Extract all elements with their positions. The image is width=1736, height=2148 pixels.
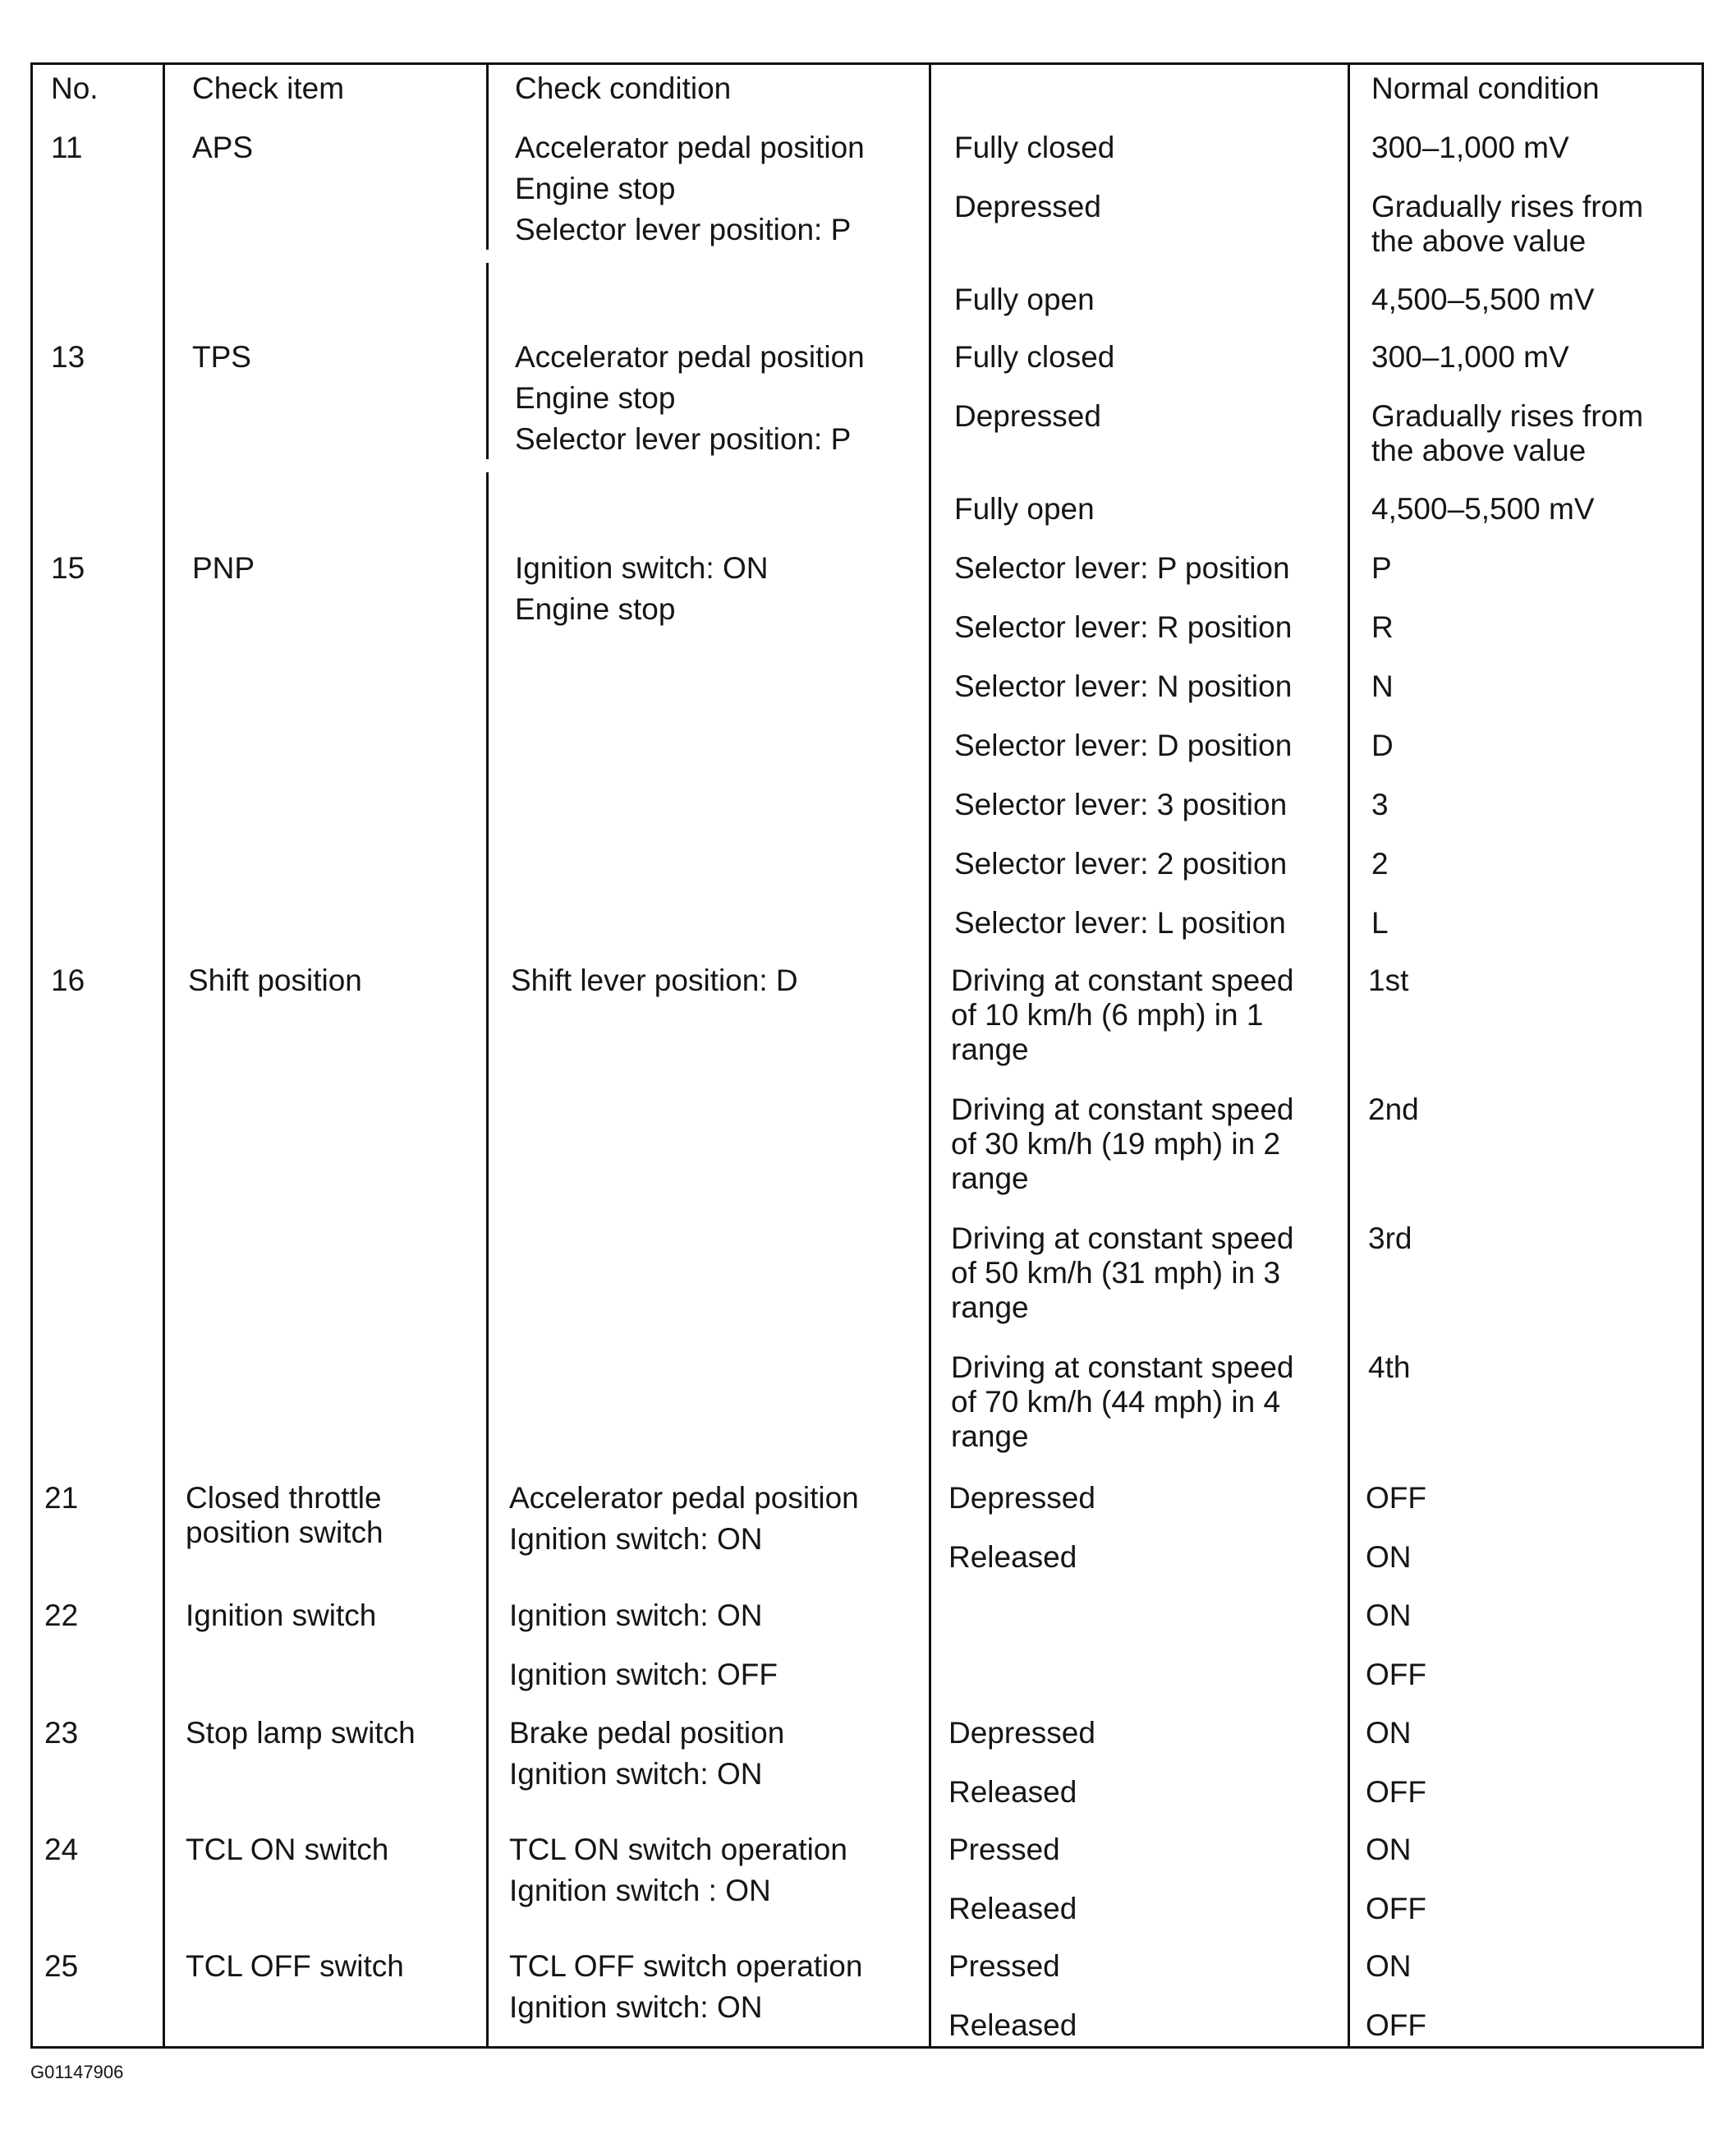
check-condition: Brake pedal position [509,1716,785,1750]
condition-detail: Selector lever: N position [954,669,1293,703]
normal-condition: 4th [1368,1350,1411,1384]
condition-detail: range [951,1290,1029,1324]
row-no: 23 [44,1716,79,1750]
check-item: TCL OFF switch [186,1949,404,1983]
condition-detail: of 30 km/h (19 mph) in 2 [951,1127,1281,1161]
condition-detail: Pressed [948,1949,1060,1983]
check-item: position switch [186,1516,383,1549]
row-no: 24 [44,1833,79,1866]
normal-condition: the above value [1371,434,1587,467]
column-divider [1348,65,1350,2046]
condition-detail: Fully closed [954,340,1115,374]
normal-condition: 4,500–5,500 mV [1371,283,1595,316]
condition-detail: Driving at constant speed [951,964,1294,997]
normal-condition: 4,500–5,500 mV [1371,492,1595,526]
check-item: Shift position [188,964,362,997]
check-condition: Ignition switch : ON [509,1874,771,1907]
normal-condition: 2nd [1368,1092,1419,1126]
check-condition: Engine stop [515,381,676,415]
normal-condition: OFF [1366,1658,1426,1691]
condition-detail: range [951,1419,1029,1453]
condition-detail: Depressed [948,1716,1095,1750]
check-condition: Accelerator pedal position [515,131,865,164]
column-divider [929,65,931,2046]
row-no: 25 [44,1949,79,1983]
condition-detail: Pressed [948,1833,1060,1866]
condition-detail: range [951,1161,1029,1195]
check-item: PNP [192,551,255,585]
header-no: No. [51,71,99,105]
check-table [30,62,1704,2049]
condition-detail: of 50 km/h (31 mph) in 3 [951,1256,1281,1290]
condition-detail: Selector lever: D position [954,729,1293,762]
normal-condition: 1st [1368,964,1409,997]
row-no: 11 [51,131,83,164]
normal-condition: 2 [1371,847,1389,881]
check-item: TPS [192,340,251,374]
normal-condition: D [1371,729,1394,762]
check-condition: TCL ON switch operation [509,1833,847,1866]
check-item: APS [192,131,254,164]
column-divider [163,65,165,2046]
normal-condition: ON [1366,1716,1412,1750]
normal-condition: OFF [1366,1481,1426,1515]
condition-detail: Driving at constant speed [951,1092,1294,1126]
condition-detail: Depressed [954,399,1101,433]
row-no: 13 [51,340,85,374]
check-condition: Accelerator pedal position [509,1481,859,1515]
header-check-condition: Check condition [515,71,732,105]
row-no: 21 [44,1481,79,1515]
condition-detail: Depressed [954,190,1101,223]
row-no: 16 [51,964,85,997]
row-no: 15 [51,551,85,585]
check-condition: Ignition switch: ON [515,551,769,585]
normal-condition: R [1371,610,1394,644]
condition-detail: Selector lever: R position [954,610,1293,644]
row-no: 22 [44,1598,79,1632]
check-condition: Selector lever position: P [515,213,852,246]
condition-detail: of 10 km/h (6 mph) in 1 [951,998,1264,1032]
check-item: Ignition switch [186,1598,377,1632]
condition-detail: Selector lever: 2 position [954,847,1288,881]
normal-condition: Gradually rises from [1371,399,1644,433]
condition-detail: Selector lever: P position [954,551,1290,585]
condition-detail: Selector lever: L position [954,906,1286,940]
check-condition: TCL OFF switch operation [509,1949,863,1983]
normal-condition: ON [1366,1833,1412,1866]
check-item: Stop lamp switch [186,1716,416,1750]
condition-detail: Selector lever: 3 position [954,788,1288,821]
header-check-item: Check item [192,71,345,105]
check-condition: Engine stop [515,172,676,205]
normal-condition: ON [1366,1598,1412,1632]
condition-detail: Driving at constant speed [951,1221,1294,1255]
condition-detail: Fully open [954,283,1095,316]
condition-detail: Released [948,1775,1077,1809]
condition-detail: Fully closed [954,131,1115,164]
normal-condition: 3 [1371,788,1389,821]
normal-condition: ON [1366,1540,1412,1574]
condition-detail: of 70 km/h (44 mph) in 4 [951,1385,1281,1419]
normal-condition: P [1371,551,1392,585]
column-divider [486,65,489,2046]
normal-condition: 300–1,000 mV [1371,131,1569,164]
check-condition: Ignition switch: ON [509,1757,763,1791]
condition-detail: Depressed [948,1481,1095,1515]
check-item: Closed throttle [186,1481,382,1515]
check-condition: Ignition switch: OFF [509,1658,778,1691]
check-condition: Ignition switch: ON [509,1522,763,1556]
check-condition: Ignition switch: ON [509,1990,763,2024]
normal-condition: OFF [1366,2008,1426,2042]
check-condition: Engine stop [515,592,676,626]
normal-condition: the above value [1371,224,1587,258]
header-normal-condition: Normal condition [1371,71,1600,105]
check-condition: Ignition switch: ON [509,1598,763,1632]
check-condition: Selector lever position: P [515,422,852,456]
condition-detail: range [951,1033,1029,1066]
condition-detail: Fully open [954,492,1095,526]
condition-detail: Released [948,1892,1077,1925]
check-item: TCL ON switch [186,1833,389,1866]
normal-condition: L [1371,906,1389,940]
normal-condition: 3rd [1368,1221,1412,1255]
check-condition: Accelerator pedal position [515,340,865,374]
condition-detail: Driving at constant speed [951,1350,1294,1384]
normal-condition: Gradually rises from [1371,190,1644,223]
normal-condition: OFF [1366,1775,1426,1809]
figure-code: G01147906 [30,2062,124,2082]
normal-condition: 300–1,000 mV [1371,340,1569,374]
condition-detail: Released [948,1540,1077,1574]
normal-condition: N [1371,669,1394,703]
normal-condition: ON [1366,1949,1412,1983]
check-condition: Shift lever position: D [511,964,798,997]
condition-detail: Released [948,2008,1077,2042]
normal-condition: OFF [1366,1892,1426,1925]
